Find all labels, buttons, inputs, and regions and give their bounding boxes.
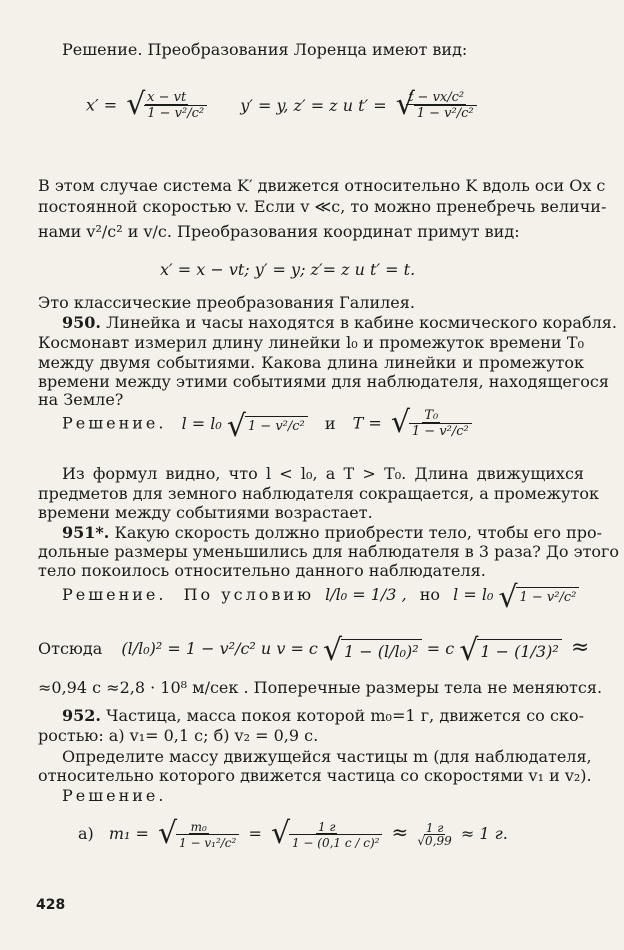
lorentz-equations bbox=[86, 92, 481, 120]
velocity-formula: (l/l₀)² = 1 − v²/c² и v = c bbox=[121, 639, 318, 658]
radicand: 1 − v²/c² bbox=[245, 416, 308, 434]
mass-formula: а) m₁ = m₀ √ 1 − v₁²/c² = 1 г √ 1 − (0,1 c / c)² ≈ $\frac{1 г}{√0,99}$ ≈ 1 г. bbox=[78, 820, 508, 849]
case-a-label: а) bbox=[78, 824, 94, 843]
lorentz-t-fraction bbox=[394, 92, 479, 120]
text-line: Решение. Преобразования Лоренца имеют вид: bbox=[62, 40, 468, 59]
fraction-numerator: 1 г bbox=[425, 821, 444, 835]
mass-fraction-3 bbox=[415, 822, 453, 847]
problem-number: 952. bbox=[62, 706, 101, 725]
text-line: времени между событиями возрастает. bbox=[38, 503, 373, 522]
radicand: 1 − v₁²/c² bbox=[176, 834, 239, 849]
text-line: Это классические преобразования Галилея. bbox=[38, 293, 415, 312]
and-word: и bbox=[324, 413, 336, 433]
equals-c: = c bbox=[426, 639, 455, 658]
text-line: между двумя событиями. Какова длина линейки и промежуток bbox=[38, 353, 584, 372]
text-line: В этом случае система K′ движется относительно K вдоль оси Ox с bbox=[38, 176, 606, 195]
velocity-derivation bbox=[38, 635, 589, 661]
galileo-equations: x′ = x − vt; y′ = y; z′= z и t′ = t. bbox=[160, 260, 416, 279]
time-formula: T = bbox=[352, 413, 382, 433]
approx-sign: ≈ bbox=[391, 820, 409, 844]
radicand: 1 − v²/c² bbox=[144, 105, 207, 120]
problem-number: 951*. bbox=[62, 523, 110, 542]
solution-label: Решение. bbox=[62, 786, 167, 805]
condition-ratio: l/l₀ = 1/3 , bbox=[325, 585, 407, 604]
text-line: тело покоилось относительно данного наблюдателя. bbox=[38, 561, 486, 580]
velocity-result-line: ≈0,94 c ≈2,8 · 10⁸ м/сек . Поперечные размеры тела не меняются. bbox=[38, 678, 603, 697]
solution-950 bbox=[62, 410, 476, 438]
approx-sign: ≈ bbox=[570, 635, 590, 660]
radicand: 1 − v²/c² bbox=[414, 105, 477, 120]
mass-lhs: m₁ = bbox=[108, 824, 149, 843]
problem-952-line: 952. Частица, масса покоя которой m₀=1 г, движется со ско- bbox=[62, 706, 584, 725]
text-line: времени между этими событиями для наблюдателя, находящегося bbox=[38, 372, 609, 391]
text-line: ростью: а) v₁= 0,1 c; б) v₂ = 0,9 c. bbox=[38, 726, 319, 745]
but-word: но bbox=[419, 585, 441, 604]
radicand: 1 − (1/3)² bbox=[477, 639, 561, 661]
lorentz-x-lhs: x′ = bbox=[86, 95, 118, 115]
fraction-numerator: m₀ bbox=[190, 819, 207, 834]
text-line: Определите массу движущейся частицы m (для наблюдателя, bbox=[62, 747, 592, 766]
radicand: 1 − (0,1 c / c)² bbox=[289, 834, 383, 849]
fraction-denominator: √0,99 bbox=[417, 834, 452, 848]
problem-number: 950. bbox=[62, 313, 101, 332]
text-line: нами v²/c² и v/c. Преобразования координат примут вид: bbox=[38, 222, 520, 241]
lorentz-y-z-t: y′ = y, z′ = z и t′ = bbox=[240, 95, 387, 115]
fraction-numerator: t − vx/c² bbox=[408, 90, 465, 105]
mass-fraction-1 bbox=[156, 821, 241, 849]
length-formula: l = l₀ bbox=[181, 413, 222, 433]
hence-label: Отсюда bbox=[38, 639, 103, 658]
text-line: относительно которого движется частица со скоростями v₁ и v₂). bbox=[38, 766, 592, 785]
text-line: Из формул видно, что l < l₀, а T > T₀. Длина движущихся bbox=[62, 464, 584, 483]
mass-fraction-2 bbox=[269, 821, 385, 849]
mass-result: ≈ 1 г. bbox=[460, 824, 508, 843]
solution-intro-line bbox=[62, 40, 548, 60]
solution-951 bbox=[62, 585, 579, 605]
fraction-numerator: x − vt bbox=[147, 90, 187, 105]
problem-951-line: 951*. Какую скорость должно приобрести тело, чтобы его про- bbox=[62, 523, 603, 542]
text-line: Космонавт измерил длину линейки l₀ и промежуток времени T₀ bbox=[38, 333, 584, 352]
radicand: 1 − v²/c² bbox=[409, 423, 472, 438]
lorentz-x-fraction bbox=[124, 92, 209, 120]
solution-label: Решение. bbox=[62, 585, 167, 604]
time-fraction bbox=[389, 410, 474, 438]
radicand: 1 − (l/l₀)² bbox=[341, 639, 422, 661]
solution-label: Решение. bbox=[62, 413, 167, 433]
condition-length: l = l₀ bbox=[453, 585, 494, 604]
problem-950-line: 950. Линейка и часы находятся в кабине космического корабля. bbox=[62, 313, 617, 332]
page-number: 428 bbox=[36, 897, 66, 913]
fraction-numerator: T₀ bbox=[424, 408, 439, 423]
text-line: дольные размеры уменьшились для наблюдателя в 3 раза? До этого bbox=[38, 542, 620, 561]
text-line: постоянной скоростью v. Если v ≪c, то можно пренебречь величи- bbox=[38, 197, 607, 216]
by-condition-label: По условию bbox=[183, 585, 315, 604]
fraction-numerator: 1 г bbox=[317, 819, 336, 834]
radicand: 1 − v²/c² bbox=[516, 587, 579, 605]
text-line: на Земле? bbox=[38, 390, 124, 409]
text-line: предметов для земного наблюдателя сокращается, а промежуток bbox=[38, 484, 599, 503]
